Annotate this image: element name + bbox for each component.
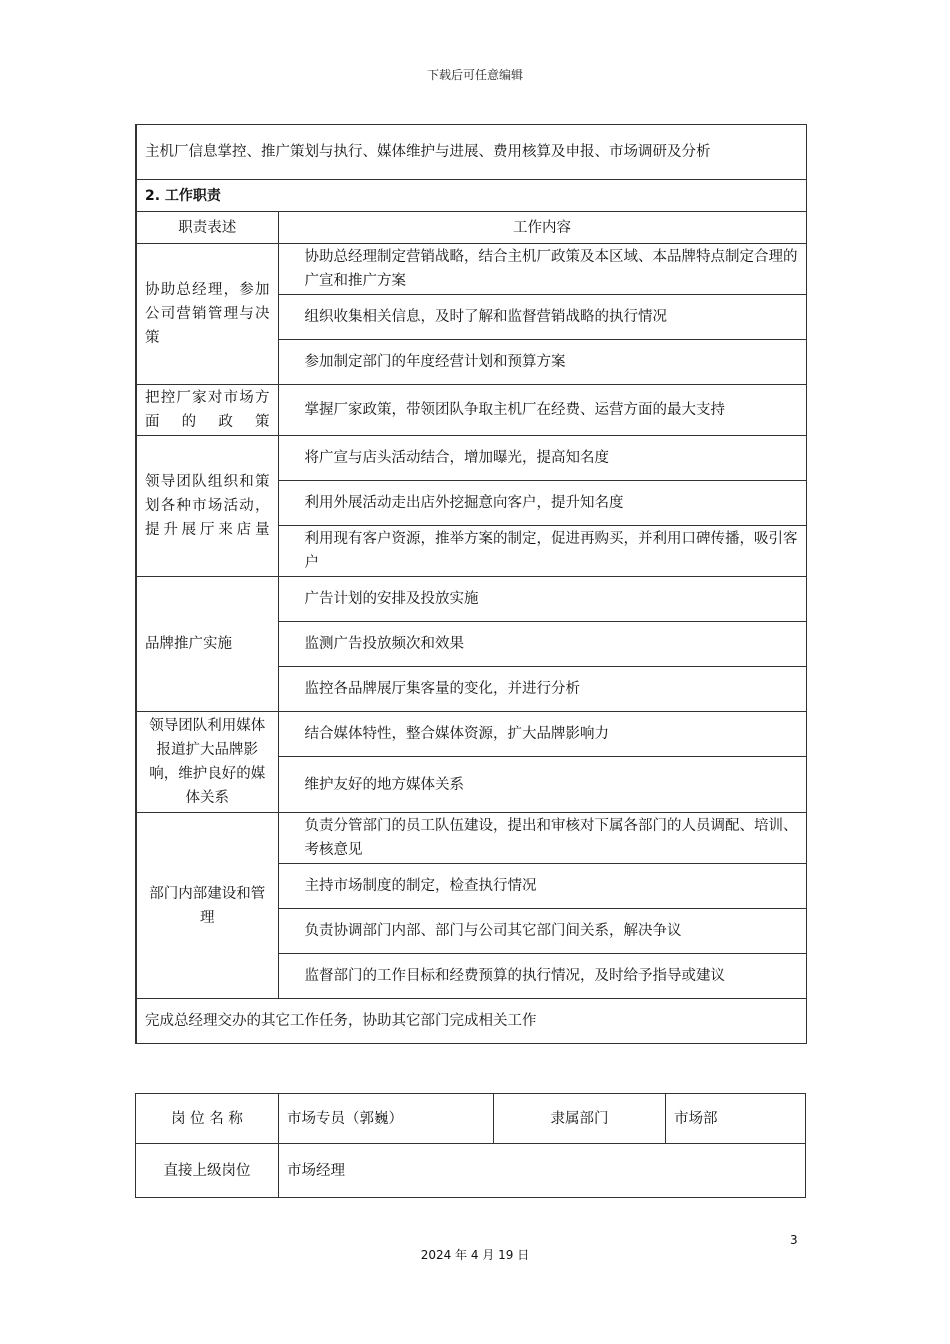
summary-cell: 主机厂信息掌控、推广策划与执行、媒体维护与进展、费用核算及申报、市场调研及分析 — [136, 125, 806, 180]
duty-label: 协助总经理，参加公司营销管理与决策 — [136, 244, 278, 385]
position-name-label: 岗 位 名 称 — [136, 1094, 279, 1144]
header-note: 下载后可任意编辑 — [426, 68, 523, 82]
duty-item: 维护友好的地方媒体关系 — [278, 757, 806, 813]
duty-label: 把控厂家对市场方面的政策 — [136, 385, 278, 436]
duty-item: 主持市场制度的制定，检查执行情况 — [278, 864, 806, 909]
duty-label: 品牌推广实施 — [136, 577, 278, 712]
position-table — [135, 1093, 806, 1198]
duty-item: 负责协调部门内部、部门与公司其它部门间关系，解决争议 — [278, 909, 806, 954]
department-label: 隶属部门 — [494, 1094, 666, 1144]
col-header-content: 工作内容 — [278, 212, 806, 244]
duty-item: 结合媒体特性，整合媒体资源，扩大品牌影响力 — [278, 712, 806, 757]
duty-label: 部门内部建设和管理 — [136, 813, 278, 999]
other-duty-cell: 完成总经理交办的其它工作任务，协助其它部门完成相关工作 — [136, 999, 806, 1044]
section-title: 2. 工作职责 — [136, 180, 806, 212]
duty-item: 协助总经理制定营销战略，结合主机厂政策及本区域、本品牌特点制定合理的广宣和推广方案 — [278, 244, 806, 295]
duty-label: 领导团队组织和策划各种市场活动，提升展厅来店量 — [136, 436, 278, 577]
superior-label: 直接上级岗位 — [136, 1144, 279, 1198]
duty-item: 参加制定部门的年度经营计划和预算方案 — [278, 340, 806, 385]
duty-item: 监督部门的工作目标和经费预算的执行情况，及时给予指导或建议 — [278, 954, 806, 999]
duty-item: 监控各品牌展厅集客量的变化，并进行分析 — [278, 667, 806, 712]
duty-item: 掌握厂家政策，带领团队争取主机厂在经费、运营方面的最大支持 — [278, 385, 806, 436]
duty-item: 组织收集相关信息，及时了解和监督营销战略的执行情况 — [278, 295, 806, 340]
department-value: 市场部 — [666, 1094, 806, 1144]
position-name-value: 市场专员（郭巍） — [279, 1094, 494, 1144]
duty-label: 领导团队利用媒体报道扩大品牌影响，维护良好的媒体关系 — [136, 712, 278, 813]
duty-item: 监测广告投放频次和效果 — [278, 622, 806, 667]
duty-item: 利用现有客户资源，推举方案的制定，促进再购买，并利用口碑传播，吸引客户 — [278, 526, 806, 577]
page-number: 3 — [790, 1233, 798, 1247]
footer-date: 2024 年 4 月 19 日 — [420, 1248, 530, 1262]
duty-item: 利用外展活动走出店外挖掘意向客户，提升知名度 — [278, 481, 806, 526]
col-header-duty: 职责表述 — [136, 212, 278, 244]
duties-table — [135, 124, 807, 1044]
duty-item: 负责分管部门的员工队伍建设，提出和审核对下属各部门的人员调配、培训、考核意见 — [278, 813, 806, 864]
superior-value: 市场经理 — [279, 1144, 806, 1198]
duty-item: 将广宣与店头活动结合，增加曝光，提高知名度 — [278, 436, 806, 481]
duty-item: 广告计划的安排及投放实施 — [278, 577, 806, 622]
